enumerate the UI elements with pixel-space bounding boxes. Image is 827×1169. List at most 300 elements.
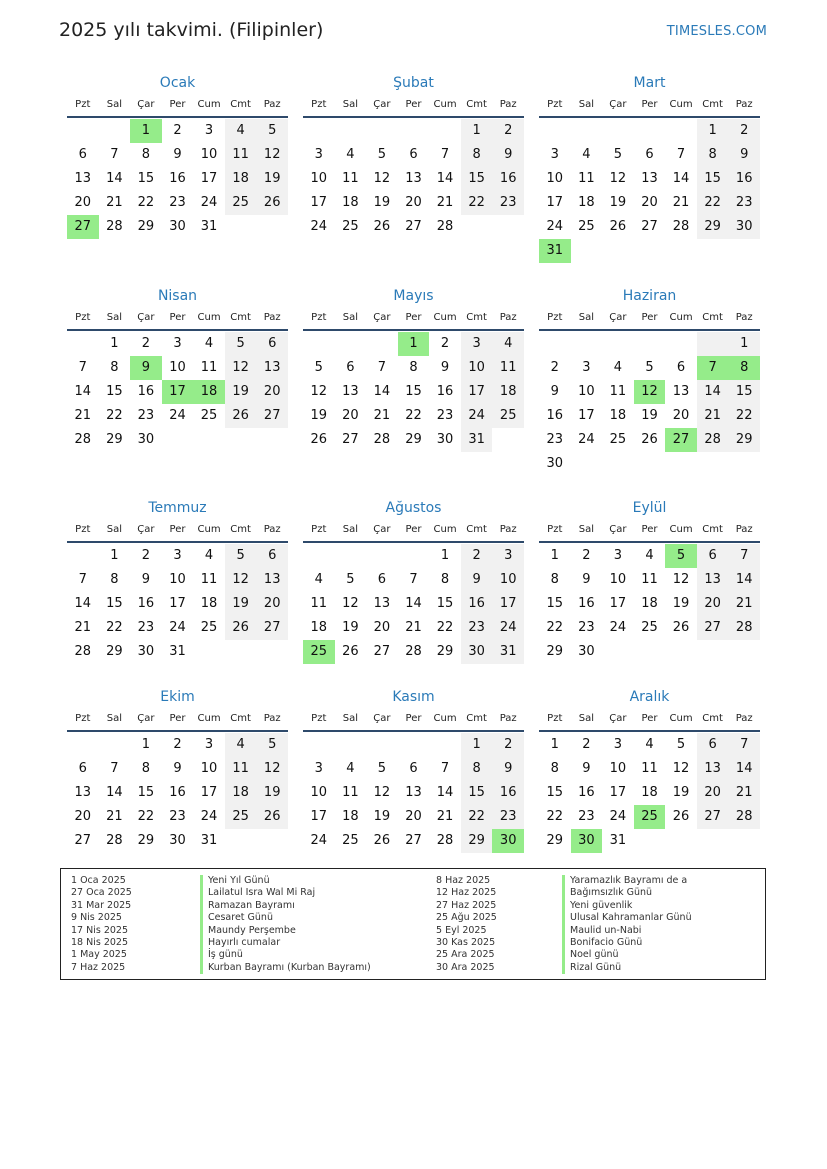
- empty-cell: [602, 119, 634, 143]
- weekday-label: Cum: [669, 524, 693, 535]
- day-cell: 7: [110, 761, 119, 776]
- day-cell: 24: [609, 809, 627, 824]
- day-cell: 6: [697, 544, 729, 568]
- day-cell: 28: [436, 219, 454, 234]
- empty-cell: [539, 332, 571, 356]
- day-cell: 30: [436, 432, 454, 447]
- days-grid: [303, 119, 524, 239]
- day-cell: 26: [672, 809, 690, 824]
- weekday-label: Çar: [609, 99, 627, 110]
- weekday-label: Sal: [578, 713, 594, 724]
- legend-holiday-date: 27 Haz 2025: [436, 899, 497, 911]
- day-cell: 11: [492, 356, 524, 380]
- day-cell: 18: [578, 195, 595, 210]
- day-cell: 24: [310, 219, 328, 234]
- day-cell: 10: [310, 785, 328, 800]
- weekday-label: Cmt: [230, 312, 251, 323]
- day-cell: 22: [697, 191, 729, 215]
- weekday-label: Per: [405, 524, 422, 535]
- empty-cell: [67, 733, 99, 757]
- day-cell: 4: [582, 147, 591, 162]
- days-grid: [67, 332, 288, 452]
- month-block: [303, 285, 524, 452]
- day-cell: 1: [110, 336, 119, 351]
- day-cell: 11: [641, 572, 658, 587]
- day-cell: 12: [256, 757, 288, 781]
- day-cell: 28: [106, 833, 123, 848]
- day-cell: 6: [409, 761, 418, 776]
- empty-cell: [634, 332, 666, 356]
- day-cell: 16: [578, 785, 595, 800]
- day-cell: 4: [613, 360, 623, 375]
- day-cell: 27: [641, 219, 658, 234]
- day-cell: 15: [546, 785, 564, 800]
- day-cell: 17: [200, 171, 218, 186]
- weekday-label: Cmt: [466, 312, 487, 323]
- day-cell: 21: [697, 404, 729, 428]
- day-cell: 27: [405, 219, 422, 234]
- day-cell: 22: [546, 620, 564, 635]
- day-cell: 18: [310, 620, 328, 635]
- holiday-day-cell: 12: [634, 380, 666, 404]
- day-cell: 25: [342, 833, 359, 848]
- day-cell: 31: [200, 833, 218, 848]
- empty-cell: [99, 119, 131, 143]
- day-cell: 23: [436, 408, 454, 423]
- day-cell: 17: [609, 596, 627, 611]
- legend-holiday-date: 12 Haz 2025: [436, 887, 497, 899]
- day-cell: 24: [169, 620, 186, 635]
- day-cell: 11: [578, 171, 595, 186]
- day-cell: 28: [405, 644, 422, 659]
- weekday-label: Paz: [263, 713, 281, 724]
- holiday-day-cell: 27: [67, 215, 99, 239]
- day-cell: 23: [728, 191, 760, 215]
- holiday-day-cell: 31: [539, 239, 571, 263]
- day-cell: 20: [256, 380, 288, 404]
- day-cell: 10: [169, 572, 186, 587]
- empty-cell: [67, 332, 99, 356]
- weekday-label: Pzt: [75, 713, 91, 724]
- weekday-label: Cum: [669, 713, 693, 724]
- legend-holiday-date: 30 Ara 2025: [436, 961, 495, 973]
- day-cell: 5: [377, 761, 387, 776]
- weekday-label: Per: [405, 713, 422, 724]
- day-cell: 29: [137, 219, 155, 234]
- empty-cell: [99, 733, 131, 757]
- day-cell: 11: [200, 572, 218, 587]
- day-cell: 13: [256, 568, 288, 592]
- day-cell: 4: [645, 737, 654, 752]
- day-cell: 29: [436, 644, 454, 659]
- weekday-label: Çar: [137, 312, 155, 323]
- day-cell: 8: [110, 572, 119, 587]
- day-cell: 14: [106, 171, 123, 186]
- day-cell: 5: [225, 332, 257, 356]
- holiday-day-cell: 9: [130, 356, 162, 380]
- weekday-header: [303, 94, 524, 118]
- weekday-label: Sal: [106, 524, 122, 535]
- weekday-header: [67, 708, 288, 732]
- day-cell: 19: [641, 408, 658, 423]
- day-cell: 28: [74, 432, 92, 447]
- month-block: [539, 72, 760, 263]
- day-cell: 21: [672, 195, 690, 210]
- weekday-label: Çar: [373, 524, 391, 535]
- weekday-label: Sal: [342, 99, 358, 110]
- day-cell: 2: [440, 336, 450, 351]
- day-cell: 26: [373, 833, 391, 848]
- day-cell: 14: [672, 171, 690, 186]
- day-cell: 2: [550, 360, 559, 375]
- weekday-label: Cmt: [466, 524, 487, 535]
- day-cell: 2: [173, 737, 182, 752]
- day-cell: 11: [310, 596, 328, 611]
- day-cell: 9: [492, 757, 524, 781]
- day-cell: 21: [106, 195, 123, 210]
- empty-cell: [303, 119, 335, 143]
- empty-cell: [366, 544, 398, 568]
- day-cell: 20: [373, 620, 391, 635]
- weekday-label: Paz: [735, 99, 753, 110]
- day-cell: 8: [409, 360, 418, 375]
- weekday-header: [303, 519, 524, 543]
- day-cell: 5: [314, 360, 323, 375]
- empty-cell: [366, 332, 398, 356]
- day-cell: 23: [461, 616, 493, 640]
- day-cell: 5: [256, 119, 288, 143]
- month-block: [539, 285, 760, 476]
- day-cell: 5: [676, 737, 686, 752]
- day-cell: 19: [672, 785, 690, 800]
- day-cell: 31: [200, 219, 218, 234]
- day-cell: 29: [697, 215, 729, 239]
- day-cell: 21: [436, 809, 454, 824]
- weekday-label: Cum: [433, 524, 457, 535]
- day-cell: 21: [373, 408, 391, 423]
- day-cell: 22: [546, 809, 564, 824]
- day-cell: 8: [110, 360, 119, 375]
- day-cell: 15: [137, 785, 155, 800]
- month-block: [67, 497, 288, 664]
- holiday-day-cell: 5: [665, 544, 697, 568]
- weekday-label: Çar: [373, 99, 391, 110]
- month-block: [67, 72, 288, 239]
- day-cell: 21: [728, 781, 760, 805]
- day-cell: 14: [106, 785, 123, 800]
- weekday-label: Cmt: [702, 524, 723, 535]
- weekday-label: Paz: [263, 524, 281, 535]
- day-cell: 21: [74, 620, 92, 635]
- day-cell: 14: [74, 596, 92, 611]
- day-cell: 27: [405, 833, 422, 848]
- day-cell: 15: [106, 596, 123, 611]
- weekday-header: [303, 708, 524, 732]
- day-cell: 3: [613, 548, 623, 563]
- legend-holiday-date: 31 Mar 2025: [71, 899, 132, 911]
- month-name: Kasım: [392, 689, 435, 705]
- legend-holiday-date: 25 Ağu 2025: [436, 912, 497, 924]
- weekday-label: Cum: [197, 713, 221, 724]
- month-block: [303, 72, 524, 239]
- day-cell: 29: [546, 644, 564, 659]
- day-cell: 24: [169, 408, 186, 423]
- day-cell: 17: [609, 785, 627, 800]
- days-grid: [303, 332, 524, 452]
- day-cell: 19: [256, 781, 288, 805]
- day-cell: 1: [141, 737, 151, 752]
- day-cell: 20: [74, 195, 92, 210]
- day-cell: 15: [137, 171, 155, 186]
- day-cell: 21: [74, 408, 92, 423]
- day-cell: 4: [314, 572, 323, 587]
- day-cell: 7: [440, 147, 450, 162]
- day-cell: 26: [256, 805, 288, 829]
- days-grid: [303, 733, 524, 853]
- weekday-label: Cum: [433, 312, 457, 323]
- holiday-day-cell: 1: [398, 332, 430, 356]
- day-cell: 18: [200, 596, 218, 611]
- day-cell: 7: [440, 761, 450, 776]
- empty-cell: [602, 332, 634, 356]
- day-cell: 2: [141, 336, 151, 351]
- month-name: Mart: [633, 75, 666, 91]
- day-cell: 10: [461, 356, 493, 380]
- day-cell: 9: [582, 572, 591, 587]
- day-cell: 4: [204, 336, 214, 351]
- days-grid: [539, 544, 760, 664]
- month-name: Ocak: [159, 75, 196, 91]
- day-cell: 5: [613, 147, 623, 162]
- day-cell: 16: [578, 596, 595, 611]
- legend-names-left: [200, 875, 371, 974]
- weekday-label: Pzt: [311, 524, 327, 535]
- day-cell: 5: [645, 360, 654, 375]
- day-cell: 18: [342, 809, 359, 824]
- day-cell: 3: [173, 336, 182, 351]
- day-cell: 5: [377, 147, 387, 162]
- day-cell: 21: [436, 195, 454, 210]
- day-cell: 17: [200, 785, 218, 800]
- day-cell: 20: [342, 408, 359, 423]
- month-name: Mayıs: [393, 288, 434, 304]
- day-cell: 14: [373, 384, 391, 399]
- legend-holiday-date: 1 Oca 2025: [71, 875, 126, 886]
- day-cell: 15: [546, 596, 564, 611]
- holiday-day-cell: 7: [697, 356, 729, 380]
- weekday-label: Sal: [578, 312, 594, 323]
- day-cell: 3: [582, 360, 591, 375]
- day-cell: 6: [256, 544, 288, 568]
- day-cell: 30: [169, 833, 186, 848]
- day-cell: 1: [728, 332, 760, 356]
- day-cell: 10: [609, 572, 627, 587]
- weekday-label: Cum: [433, 713, 457, 724]
- month-name: Aralık: [629, 689, 670, 705]
- day-cell: 6: [78, 147, 87, 162]
- day-cell: 16: [137, 384, 155, 399]
- day-cell: 10: [200, 147, 218, 162]
- day-cell: 25: [342, 219, 359, 234]
- weekday-label: Paz: [499, 713, 517, 724]
- day-cell: 12: [672, 761, 690, 776]
- day-cell: 19: [672, 596, 690, 611]
- weekday-label: Pzt: [311, 713, 327, 724]
- day-cell: 14: [728, 757, 760, 781]
- weekday-label: Çar: [373, 312, 391, 323]
- day-cell: 20: [697, 781, 729, 805]
- day-cell: 29: [546, 833, 564, 848]
- holiday-day-cell: 1: [130, 119, 162, 143]
- day-cell: 7: [78, 572, 87, 587]
- weekday-label: Çar: [609, 713, 627, 724]
- legend-holiday-date: 5 Eyl 2025: [436, 924, 487, 936]
- day-cell: 9: [582, 761, 591, 776]
- day-cell: 22: [461, 191, 493, 215]
- legend-holiday-name: Noel günü: [562, 949, 692, 961]
- day-cell: 27: [373, 644, 391, 659]
- day-cell: 17: [546, 195, 564, 210]
- legend-dates-left: [71, 875, 132, 974]
- day-cell: 30: [546, 456, 564, 471]
- day-cell: 6: [676, 360, 686, 375]
- day-cell: 6: [78, 761, 87, 776]
- empty-cell: [303, 544, 335, 568]
- day-cell: 16: [728, 167, 760, 191]
- legend-holiday-name: Bağımsızlık Günü: [562, 887, 692, 899]
- month-block: [539, 686, 760, 853]
- day-cell: 4: [346, 761, 355, 776]
- legend-holiday-name: Maundy Perşembe: [200, 925, 371, 937]
- days-grid: [539, 119, 760, 263]
- day-cell: 23: [169, 809, 186, 824]
- empty-cell: [697, 332, 729, 356]
- day-cell: 2: [728, 119, 760, 143]
- legend-holiday-date: 25 Ara 2025: [436, 949, 495, 961]
- legend-holiday-name: Maulid un-Nabi: [562, 925, 692, 937]
- day-cell: 11: [641, 761, 658, 776]
- day-cell: 10: [546, 171, 564, 186]
- day-cell: 24: [578, 432, 595, 447]
- day-cell: 10: [492, 568, 524, 592]
- day-cell: 13: [74, 171, 92, 186]
- day-cell: 19: [373, 809, 391, 824]
- legend-holiday-name: Yeni güvenlik: [562, 900, 692, 912]
- day-cell: 3: [204, 737, 214, 752]
- day-cell: 6: [409, 147, 418, 162]
- legend-names-right: [562, 875, 692, 974]
- day-cell: 4: [204, 548, 214, 563]
- day-cell: 17: [492, 592, 524, 616]
- legend-holiday-name: Kurban Bayramı (Kurban Bayramı): [200, 962, 371, 974]
- day-cell: 9: [728, 143, 760, 167]
- day-cell: 25: [578, 219, 595, 234]
- day-cell: 1: [110, 548, 119, 563]
- day-cell: 28: [672, 219, 690, 234]
- legend-holiday-date: 9 Nis 2025: [71, 912, 122, 924]
- empty-cell: [335, 733, 367, 757]
- day-cell: 8: [697, 143, 729, 167]
- weekday-label: Sal: [342, 713, 358, 724]
- day-cell: 10: [310, 171, 328, 186]
- day-cell: 20: [405, 809, 422, 824]
- day-cell: 15: [461, 781, 493, 805]
- day-cell: 13: [256, 356, 288, 380]
- empty-cell: [366, 733, 398, 757]
- month-name: Temmuz: [148, 500, 207, 516]
- day-cell: 1: [440, 548, 450, 563]
- day-cell: 23: [169, 195, 186, 210]
- weekday-label: Paz: [735, 312, 753, 323]
- day-cell: 18: [641, 785, 658, 800]
- day-cell: 18: [641, 596, 658, 611]
- weekday-label: Cmt: [230, 713, 251, 724]
- day-cell: 2: [461, 544, 493, 568]
- weekday-label: Sal: [106, 713, 122, 724]
- day-cell: 14: [697, 380, 729, 404]
- empty-cell: [398, 119, 430, 143]
- day-cell: 9: [492, 143, 524, 167]
- day-cell: 19: [225, 380, 257, 404]
- holiday-day-cell: 27: [665, 428, 697, 452]
- month-name: Ekim: [160, 689, 195, 705]
- day-cell: 19: [373, 195, 391, 210]
- empty-cell: [398, 733, 430, 757]
- days-grid: [67, 733, 288, 853]
- holiday-day-cell: 30: [492, 829, 524, 853]
- day-cell: 20: [641, 195, 658, 210]
- day-cell: 2: [173, 123, 182, 138]
- month-name: Eylül: [632, 500, 667, 516]
- day-cell: 18: [342, 195, 359, 210]
- legend-holiday-date: 30 Kas 2025: [436, 936, 496, 948]
- day-cell: 10: [200, 761, 218, 776]
- day-cell: 3: [492, 544, 524, 568]
- weekday-label: Cmt: [702, 99, 723, 110]
- day-cell: 17: [461, 380, 493, 404]
- day-cell: 8: [141, 761, 151, 776]
- calendar-grid: [67, 72, 760, 862]
- weekday-label: Cmt: [230, 99, 251, 110]
- legend-holiday-name: İş günü: [200, 949, 371, 961]
- brand-logo-text[interactable]: TIMESLES.COM: [666, 24, 767, 39]
- day-cell: 7: [78, 360, 87, 375]
- weekday-label: Cum: [197, 99, 221, 110]
- weekday-label: Cmt: [230, 524, 251, 535]
- legend-holiday-name: Lailatul Isra Wal Mi Raj: [200, 887, 371, 899]
- day-cell: 5: [225, 544, 257, 568]
- holiday-day-cell: 25: [634, 805, 666, 829]
- days-grid: [303, 544, 524, 664]
- day-cell: 4: [225, 119, 257, 143]
- day-cell: 13: [342, 384, 359, 399]
- day-cell: 1: [550, 548, 559, 563]
- weekday-label: Pzt: [75, 524, 91, 535]
- weekday-label: Cum: [669, 312, 693, 323]
- weekday-label: Per: [641, 312, 658, 323]
- empty-cell: [665, 119, 697, 143]
- day-cell: 24: [461, 404, 493, 428]
- month-name: Haziran: [622, 288, 677, 304]
- weekday-label: Per: [169, 524, 186, 535]
- day-cell: 27: [342, 432, 359, 447]
- month-block: [303, 497, 524, 664]
- day-cell: 8: [550, 572, 559, 587]
- day-cell: 6: [377, 572, 387, 587]
- day-cell: 30: [137, 644, 155, 659]
- day-cell: 24: [200, 195, 218, 210]
- weekday-label: Per: [641, 99, 658, 110]
